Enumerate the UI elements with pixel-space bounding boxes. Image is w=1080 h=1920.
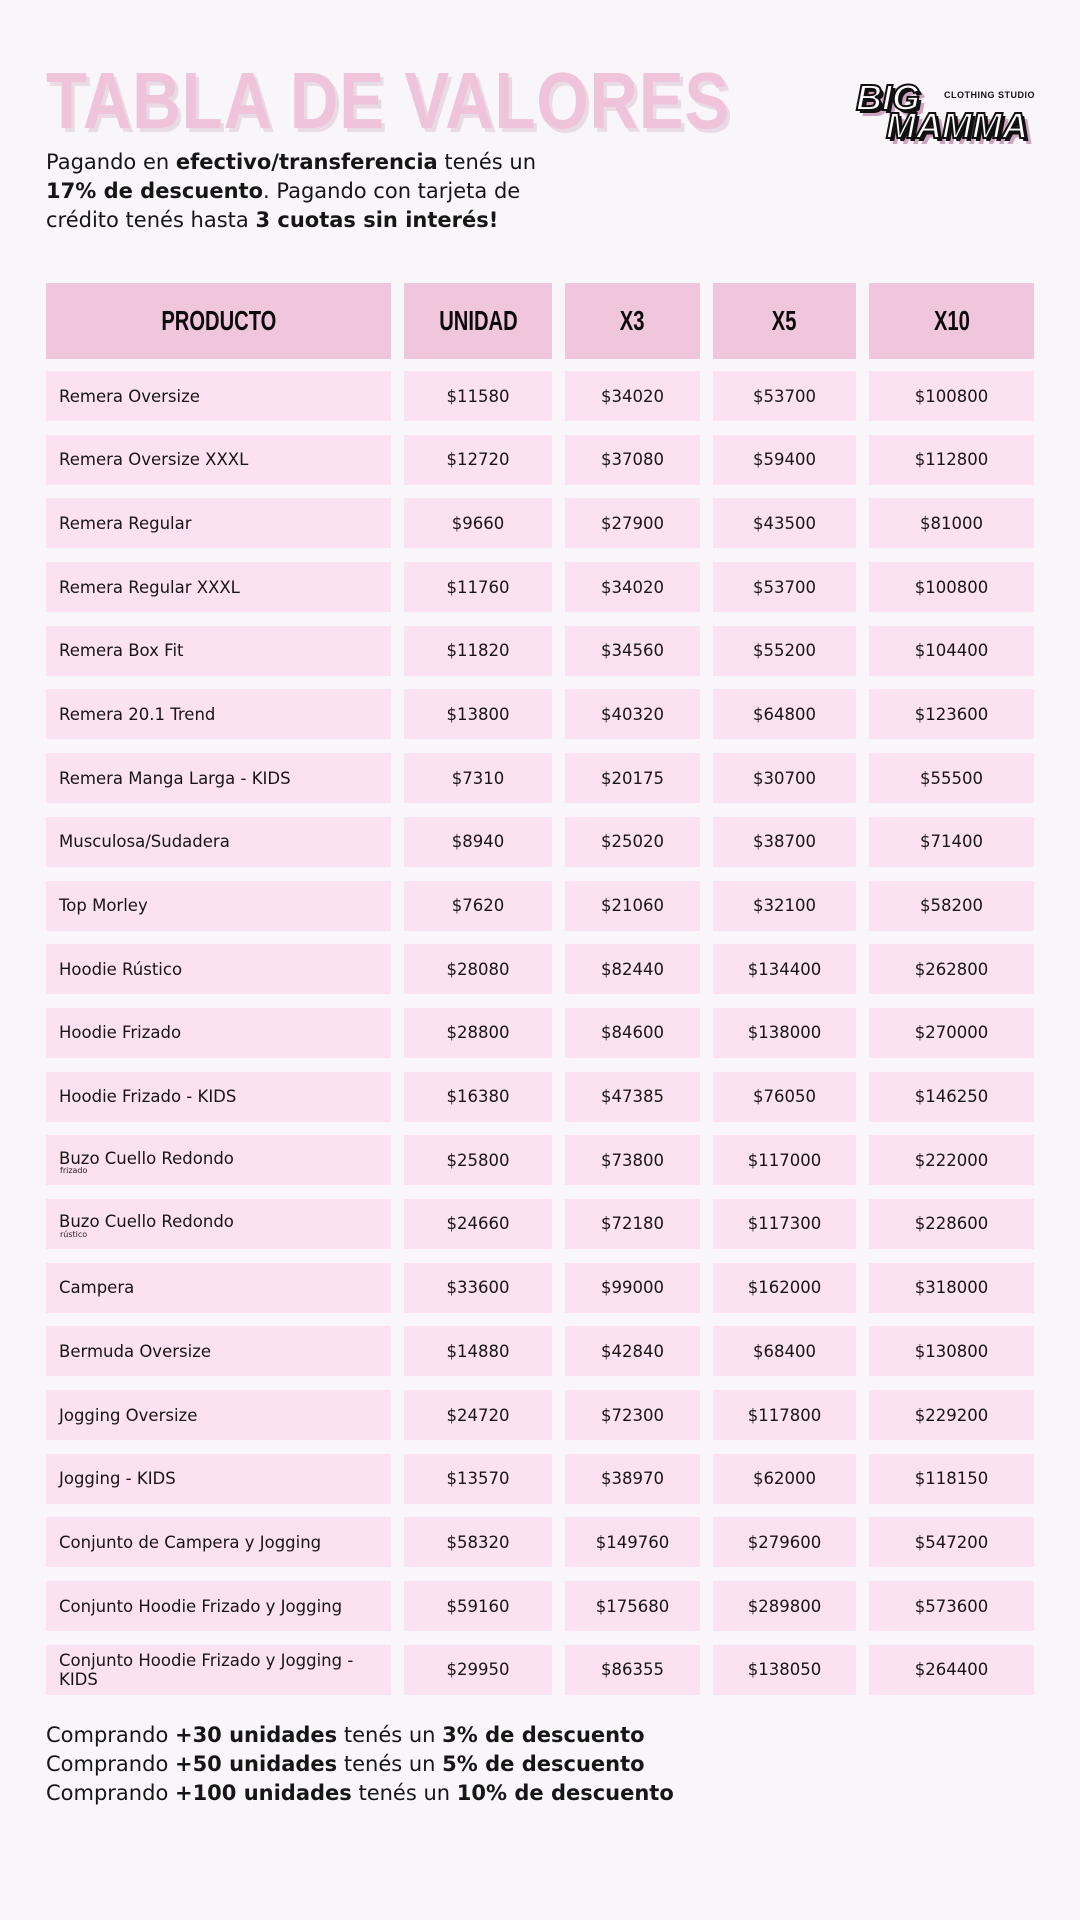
price-cell: [404, 626, 552, 676]
product-cell: [46, 1390, 391, 1440]
product-name: Remera 20.1 Trend: [59, 704, 216, 724]
price-cell: [565, 1517, 700, 1567]
table-row: [46, 753, 1034, 803]
price-cell: [713, 753, 856, 803]
price-value: $117000: [747, 1150, 822, 1170]
product-cell: [46, 944, 391, 994]
discount-quantity: +30 unidades: [174, 1723, 338, 1747]
header-cell-x3: [565, 283, 700, 359]
price-value: $55500: [920, 768, 983, 788]
table-row: [46, 1008, 1034, 1058]
price-cell: [869, 1263, 1034, 1313]
table-row: [46, 881, 1034, 931]
page-title: TABLA DE VALORES: [46, 56, 731, 145]
price-cell: [404, 1581, 552, 1631]
intro-text-1: Pagando en: [46, 150, 176, 174]
discount-percent: 10% de descuento: [456, 1781, 674, 1805]
price-value: $62000: [753, 1469, 816, 1489]
product-cell: [46, 498, 391, 548]
price-value: $34020: [601, 577, 664, 597]
price-value: $264400: [914, 1660, 989, 1680]
brand-logo: [856, 77, 1036, 150]
price-value: $14880: [446, 1341, 510, 1361]
discount-text: tenés un: [337, 1752, 443, 1776]
logo-line-mamma: MAMMA: [886, 105, 1028, 146]
price-value: $229200: [914, 1405, 989, 1425]
price-value: $149760: [595, 1532, 670, 1552]
price-cell: [713, 1454, 856, 1504]
discount-text: Comprando: [46, 1752, 175, 1776]
price-cell: [869, 753, 1034, 803]
price-cell: [869, 1072, 1034, 1122]
discount-line: [46, 1750, 946, 1779]
price-cell: [869, 1199, 1034, 1249]
price-value: $38970: [601, 1469, 664, 1489]
price-value: $21060: [601, 896, 664, 915]
price-cell: [565, 817, 700, 867]
price-cell: [713, 1390, 856, 1440]
product-cell: [46, 1326, 391, 1376]
price-cell: [565, 498, 700, 548]
price-cell: [869, 689, 1034, 739]
price-value: $24660: [446, 1214, 510, 1234]
price-cell: [713, 562, 856, 612]
intro-bold-cash: efectivo/transferencia: [175, 150, 438, 174]
product-name: Conjunto Hoodie Frizado y Jogging - KIDS: [59, 1650, 354, 1689]
header-cell-x10: [869, 283, 1034, 359]
product-name: Remera Regular: [59, 513, 192, 533]
price-cell: [565, 1072, 700, 1122]
price-cell: [713, 1072, 856, 1122]
discount-percent: 5% de descuento: [442, 1752, 645, 1776]
price-cell: [404, 753, 552, 803]
price-value: $13570: [446, 1469, 510, 1489]
price-cell: [404, 817, 552, 867]
table-row: [46, 562, 1034, 612]
price-value: $29950: [446, 1660, 510, 1680]
price-cell: [869, 1581, 1034, 1631]
price-value: $27900: [601, 513, 664, 533]
price-cell: [565, 562, 700, 612]
price-value: $38700: [753, 832, 816, 852]
price-value: $146250: [914, 1087, 989, 1107]
table-row: [46, 689, 1034, 739]
price-value: $11820: [446, 641, 510, 661]
price-value: $59400: [753, 450, 816, 470]
price-cell: [713, 689, 856, 739]
product-cell: [46, 881, 391, 931]
table-row: [46, 498, 1034, 548]
price-cell: [713, 1645, 856, 1695]
product-name: Remera Manga Larga - KIDS: [59, 768, 291, 788]
table-row: [46, 1199, 1034, 1249]
price-cell: [869, 1517, 1034, 1567]
price-cell: [565, 1199, 700, 1249]
product-name: Bermuda Oversize: [59, 1341, 212, 1361]
table-row: [46, 1454, 1034, 1504]
price-value: $99000: [601, 1278, 664, 1298]
table-row: [46, 435, 1034, 485]
intro-text-3: . Pagando con tarjeta de crédito tenés hasta: [46, 179, 521, 232]
price-cell: [404, 1263, 552, 1313]
price-value: $7310: [451, 768, 505, 788]
discount-quantity: +50 unidades: [174, 1752, 338, 1776]
price-value: $573600: [914, 1596, 989, 1616]
price-cell: [565, 689, 700, 739]
price-value: $318000: [914, 1278, 989, 1298]
price-cell: [404, 1517, 552, 1567]
price-cell: [565, 626, 700, 676]
price-cell: [869, 817, 1034, 867]
table-row: [46, 1072, 1034, 1122]
price-value: $123600: [914, 704, 989, 724]
payment-intro: [46, 148, 586, 235]
price-cell: [869, 562, 1034, 612]
discount-text: tenés un: [351, 1781, 457, 1805]
price-cell: [404, 881, 552, 931]
price-cell: [404, 1454, 552, 1504]
price-value: $11580: [446, 386, 510, 406]
price-value: $112800: [914, 450, 989, 470]
table-body: [46, 371, 1034, 1695]
product-name: Buzo Cuello Redondo: [59, 1212, 234, 1232]
price-value: $25800: [446, 1150, 510, 1170]
price-cell: [565, 1326, 700, 1376]
table-row: [46, 1581, 1034, 1631]
product-note: rústico: [60, 1229, 88, 1239]
price-cell: [404, 498, 552, 548]
product-name: Remera Oversize: [59, 386, 200, 406]
price-cell: [713, 1517, 856, 1567]
price-cell: [713, 817, 856, 867]
price-cell: [713, 1326, 856, 1376]
price-cell: [565, 753, 700, 803]
price-cell: [565, 371, 700, 421]
price-value: $33600: [446, 1278, 510, 1298]
product-cell: [46, 1517, 391, 1567]
price-value: $138000: [747, 1023, 822, 1043]
price-value: $175680: [595, 1596, 670, 1616]
price-cell: [565, 1645, 700, 1695]
header-cell-producto: [46, 283, 391, 359]
table-row: [46, 1135, 1034, 1185]
price-cell: [404, 944, 552, 994]
price-value: $76050: [753, 1087, 816, 1107]
product-cell: [46, 817, 391, 867]
table-row: [46, 1517, 1034, 1567]
price-cell: [869, 1135, 1034, 1185]
price-value: $279600: [747, 1532, 822, 1552]
discount-text: Comprando: [46, 1781, 175, 1805]
price-value: $100800: [914, 386, 989, 406]
price-cell: [869, 498, 1034, 548]
price-value: $53700: [753, 386, 816, 406]
product-note: frizado: [60, 1166, 88, 1176]
product-cell: [46, 435, 391, 485]
price-cell: [869, 944, 1034, 994]
product-name: Hoodie Frizado - KIDS: [59, 1087, 237, 1107]
price-value: $13800: [446, 704, 510, 724]
product-cell: [46, 626, 391, 676]
price-cell: [713, 435, 856, 485]
discount-line: [46, 1779, 946, 1808]
price-value: $20175: [601, 768, 664, 788]
header-label: UNIDAD: [438, 305, 518, 336]
product-name: Jogging - KIDS: [59, 1469, 176, 1489]
table-row: [46, 817, 1034, 867]
price-value: $8940: [451, 832, 505, 852]
price-value: $32100: [753, 896, 816, 915]
price-value: $59160: [446, 1596, 510, 1616]
discount-line: [46, 1721, 946, 1750]
price-cell: [869, 435, 1034, 485]
price-value: $53700: [753, 577, 816, 597]
price-cell: [713, 944, 856, 994]
price-cell: [869, 1008, 1034, 1058]
price-value: $16380: [446, 1087, 510, 1107]
price-cell: [565, 1263, 700, 1313]
price-value: $55200: [753, 641, 816, 661]
price-cell: [869, 371, 1034, 421]
product-name: Campera: [59, 1278, 135, 1298]
price-value: $222000: [914, 1150, 989, 1170]
price-value: $11760: [446, 577, 510, 597]
discount-percent: 3% de descuento: [442, 1723, 645, 1747]
price-cell: [565, 1454, 700, 1504]
product-cell: [46, 1199, 391, 1249]
product-name: Remera Oversize XXXL: [59, 450, 249, 470]
price-cell: [404, 1135, 552, 1185]
product-cell: [46, 1072, 391, 1122]
price-cell: [713, 626, 856, 676]
product-cell: [46, 1645, 391, 1695]
price-cell: [869, 881, 1034, 931]
price-value: $228600: [914, 1214, 989, 1234]
price-cell: [565, 944, 700, 994]
product-name: Jogging Oversize: [59, 1405, 198, 1425]
price-value: $118150: [914, 1469, 989, 1489]
header-label: X5: [772, 305, 797, 336]
price-cell: [713, 881, 856, 931]
price-value: $42840: [601, 1341, 664, 1361]
price-cell: [404, 1199, 552, 1249]
product-cell: [46, 1008, 391, 1058]
price-cell: [565, 1008, 700, 1058]
price-value: $30700: [753, 768, 816, 788]
product-cell: [46, 1135, 391, 1185]
price-value: $81000: [920, 513, 983, 533]
price-value: $9660: [451, 513, 505, 533]
price-cell: [404, 689, 552, 739]
product-cell: [46, 1581, 391, 1631]
price-value: $134400: [747, 959, 822, 979]
price-cell: [565, 1390, 700, 1440]
price-value: $72300: [601, 1405, 664, 1425]
price-cell: [404, 562, 552, 612]
price-value: $28800: [446, 1023, 510, 1043]
price-cell: [404, 435, 552, 485]
price-value: $547200: [914, 1532, 989, 1552]
table-row: [46, 626, 1034, 676]
price-value: $24720: [446, 1405, 510, 1425]
price-value: $71400: [920, 832, 983, 852]
price-cell: [565, 1135, 700, 1185]
product-name: Remera Box Fit: [59, 641, 184, 661]
price-cell: [713, 498, 856, 548]
price-value: $130800: [914, 1341, 989, 1361]
product-name: Conjunto Hoodie Frizado y Jogging: [59, 1596, 343, 1616]
product-name: Hoodie Frizado: [59, 1023, 182, 1043]
intro-bold-discount: 17% de descuento: [46, 179, 263, 203]
product-name: Conjunto de Campera y Jogging: [59, 1532, 322, 1552]
price-value: $117800: [747, 1405, 822, 1425]
price-cell: [713, 1581, 856, 1631]
price-cell: [404, 1072, 552, 1122]
logo-tagline: CLOTHING STUDIO: [944, 90, 1035, 100]
price-value: $82440: [601, 959, 664, 979]
product-name: Remera Regular XXXL: [59, 577, 240, 597]
price-value: $117300: [747, 1214, 822, 1234]
price-value: $7620: [451, 896, 505, 915]
price-cell: [869, 1326, 1034, 1376]
price-cell: [869, 1390, 1034, 1440]
table-row: [46, 371, 1034, 421]
price-cell: [713, 1135, 856, 1185]
header-label: PRODUCTO: [161, 305, 276, 336]
price-cell: [404, 1326, 552, 1376]
price-cell: [404, 1645, 552, 1695]
price-value: $73800: [601, 1150, 664, 1170]
price-cell: [713, 371, 856, 421]
intro-bold-installments: 3 cuotas sin interés!: [255, 208, 499, 232]
price-cell: [713, 1008, 856, 1058]
price-table: [46, 283, 1034, 1708]
product-cell: [46, 753, 391, 803]
price-cell: [869, 626, 1034, 676]
price-value: $270000: [914, 1023, 989, 1043]
header-label: X10: [933, 305, 970, 336]
table-row: [46, 1390, 1034, 1440]
price-value: $100800: [914, 577, 989, 597]
price-value: $72180: [601, 1214, 664, 1234]
price-value: $162000: [747, 1278, 822, 1298]
price-cell: [404, 1008, 552, 1058]
table-row: [46, 1263, 1034, 1313]
price-cell: [565, 881, 700, 931]
product-name: Buzo Cuello Redondo: [59, 1148, 234, 1168]
price-cell: [713, 1199, 856, 1249]
price-cell: [565, 435, 700, 485]
price-value: $47385: [601, 1087, 664, 1107]
price-value: $289800: [747, 1596, 822, 1616]
price-value: $28080: [446, 959, 510, 979]
product-cell: [46, 1454, 391, 1504]
table-row: [46, 944, 1034, 994]
price-cell: [404, 371, 552, 421]
table-row: [46, 1645, 1034, 1695]
price-value: $138050: [747, 1660, 822, 1680]
price-cell: [713, 1263, 856, 1313]
price-value: $34020: [601, 386, 664, 406]
price-value: $262800: [914, 959, 989, 979]
price-value: $43500: [753, 513, 816, 533]
price-value: $34560: [601, 641, 664, 661]
price-cell: [869, 1645, 1034, 1695]
price-value: $25020: [601, 832, 664, 852]
price-value: $64800: [753, 704, 816, 724]
price-value: $68400: [753, 1341, 816, 1361]
price-value: $104400: [914, 641, 989, 661]
price-value: $58200: [920, 896, 983, 915]
price-cell: [869, 1454, 1034, 1504]
price-value: $37080: [601, 450, 664, 470]
header-cell-x5: [713, 283, 856, 359]
product-name: Hoodie Rústico: [59, 959, 183, 979]
price-value: $12720: [446, 450, 510, 470]
product-name: Musculosa/Sudadera: [59, 832, 230, 852]
price-value: $40320: [601, 704, 664, 724]
discount-text: tenés un: [337, 1723, 443, 1747]
product-name: Top Morley: [59, 896, 148, 915]
product-cell: [46, 562, 391, 612]
header-label: X3: [620, 305, 645, 336]
product-cell: [46, 1263, 391, 1313]
logo-line-big: BIG: [856, 77, 921, 118]
table-header-row: [46, 283, 1034, 359]
discount-quantity: +100 unidades: [174, 1781, 352, 1805]
price-value: $86355: [601, 1660, 664, 1680]
price-value: $84600: [601, 1023, 664, 1043]
price-cell: [404, 1390, 552, 1440]
product-cell: [46, 689, 391, 739]
header-cell-unidad: [404, 283, 552, 359]
discount-text: Comprando: [46, 1723, 175, 1747]
intro-text-2: tenés un: [437, 150, 537, 174]
volume-discounts: [46, 1721, 946, 1808]
price-value: $58320: [446, 1532, 510, 1552]
price-cell: [565, 1581, 700, 1631]
table-row: [46, 1326, 1034, 1376]
product-cell: [46, 371, 391, 421]
